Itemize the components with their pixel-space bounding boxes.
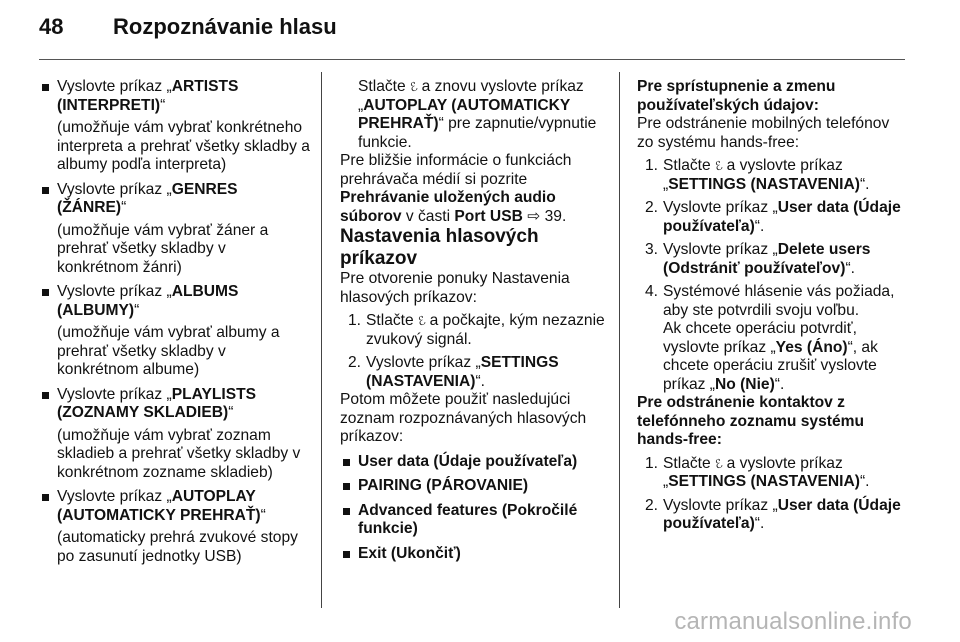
text: “. bbox=[754, 515, 765, 532]
column-divider-1 bbox=[321, 72, 322, 608]
page-ref: 39. bbox=[544, 207, 567, 225]
text: “. bbox=[845, 259, 855, 277]
list-item bbox=[39, 386, 311, 483]
step-number: 3. bbox=[645, 241, 659, 258]
item-text: “ bbox=[260, 506, 266, 524]
intro-text: Pre otvorenie ponuky Nastavenia hlasových príkazov: bbox=[340, 270, 570, 306]
item-text: Vyslovte príkaz „ bbox=[57, 385, 172, 403]
page-header bbox=[39, 14, 337, 40]
numbered-step bbox=[637, 283, 907, 320]
item-description: (umožňuje vám vybrať žáner a prehrať všetky skladby v konkrétnom žánri) bbox=[57, 221, 269, 276]
voice-command: Exit (Ukončiť) bbox=[358, 544, 461, 562]
list-item bbox=[39, 488, 311, 566]
list-item bbox=[340, 477, 610, 496]
voice-command: SETTINGS (NASTAVENIA) bbox=[668, 473, 860, 490]
text: a vyslovte príkaz „ bbox=[663, 454, 843, 490]
step-number: 4. bbox=[645, 283, 659, 300]
text: Vyslovte príkaz „ bbox=[663, 199, 778, 216]
text: a vyslovte príkaz „ bbox=[663, 157, 843, 193]
then-text: Potom môžete použiť nasledujúci zoznam rozpoznávaných hlasových príkazov: bbox=[340, 391, 587, 445]
subsection-heading: Pre sprístupnenie a zmenu používateľských údajov: bbox=[637, 78, 836, 114]
voice-command: User data (Údaje používateľa) bbox=[358, 452, 578, 470]
numbered-step bbox=[340, 312, 610, 349]
text: Stlačte bbox=[358, 78, 406, 95]
item-text: “ bbox=[134, 301, 140, 319]
text: a počkajte, kým nezaznie zvukový signál. bbox=[366, 312, 605, 348]
list-item bbox=[340, 453, 610, 472]
step-number: 1. bbox=[348, 312, 362, 329]
voice-command: User data (Údaje používateľa) bbox=[663, 496, 901, 532]
text: “. bbox=[754, 217, 765, 235]
page-title: Rozpoznávanie hlasu bbox=[113, 14, 337, 39]
list-item bbox=[39, 283, 311, 380]
page-reference-arrow-icon: ⇨ bbox=[527, 207, 541, 225]
step-number: 1. bbox=[645, 157, 659, 174]
item-text: Vyslovte príkaz „ bbox=[57, 488, 172, 505]
voice-command: PLAYLISTS (ZOZNAMY SKLADIEB) bbox=[57, 385, 257, 421]
info-paragraph bbox=[340, 152, 610, 226]
item-description: (umožňuje vám vybrať albumy a prehrať všetky skladby v konkrétnom albume) bbox=[57, 324, 280, 378]
voice-command: SETTINGS (NASTAVENIA) bbox=[668, 175, 860, 193]
header-divider bbox=[39, 59, 905, 60]
text: Vyslovte príkaz „ bbox=[663, 496, 778, 514]
column-1 bbox=[39, 78, 311, 566]
step-number: 2. bbox=[645, 496, 659, 514]
step-number: 2. bbox=[348, 354, 362, 371]
text: Stlačte bbox=[366, 312, 414, 329]
voice-command: AUTOPLAY (AUTOMATICKY PREHRAŤ) bbox=[57, 488, 261, 524]
paragraph: Pre odstránenie mobilných telefónov zo systému hands-free: bbox=[637, 115, 890, 151]
text: “ pre zapnutie/vypnutie funkcie. bbox=[358, 115, 597, 151]
voice-command: AUTOPLAY (AUTOMATICKY PREHRAŤ) bbox=[358, 96, 570, 132]
voice-command: Advanced features (Pokročilé funkcie) bbox=[358, 501, 578, 537]
text: “. bbox=[475, 372, 485, 390]
text: v časti bbox=[405, 207, 451, 225]
voice-command-icon: ℰ bbox=[712, 158, 725, 174]
list-item bbox=[39, 78, 311, 175]
item-text: Vyslovte príkaz „ bbox=[57, 78, 172, 95]
text: a znovu vyslovte príkaz „ bbox=[358, 78, 584, 114]
voice-command-icon: ℰ bbox=[415, 313, 428, 329]
voice-command: No (Nie) bbox=[715, 375, 775, 393]
numbered-step bbox=[637, 199, 907, 236]
numbered-step bbox=[637, 455, 907, 492]
voice-command: PAIRING (PÁROVANIE) bbox=[358, 477, 529, 494]
numbered-step bbox=[637, 157, 907, 194]
voice-command-icon: ℰ bbox=[712, 455, 725, 472]
numbered-step bbox=[637, 241, 907, 278]
section-link: Prehrávanie uložených audio súborov bbox=[340, 189, 556, 225]
subsection-heading: Pre odstránenie kontaktov z telefónneho zoznamu systému hands-free: bbox=[637, 394, 865, 448]
text: Pre bližšie informácie o funkciách prehrávača médií si pozrite bbox=[340, 152, 572, 188]
item-text: Vyslovte príkaz „ bbox=[57, 283, 172, 300]
text: “. bbox=[859, 473, 870, 490]
section-ref: Port USB bbox=[454, 207, 523, 225]
item-description: (automaticky prehrá zvukové stopy po zasunutí jednotky USB) bbox=[57, 529, 298, 565]
column-divider-2 bbox=[619, 72, 620, 608]
text: Stlačte bbox=[663, 157, 711, 174]
item-description: (umožňuje vám vybrať konkrétneho interpreta a prehrať všetky skladby a albumy podľa interpreta) bbox=[57, 119, 310, 173]
text: Vyslovte príkaz „ bbox=[366, 354, 481, 371]
numbered-step bbox=[637, 497, 907, 534]
text: “. bbox=[774, 375, 785, 393]
text: Systémové hlásenie vás požiada, aby ste potvrdili svoju voľbu. bbox=[663, 283, 895, 319]
voice-command: User data (Údaje používateľa) bbox=[663, 199, 901, 235]
text: “, ak chcete operáciu zrušiť vyslovte príkaz „ bbox=[663, 338, 878, 393]
continuation-text bbox=[340, 78, 610, 152]
item-text: “ bbox=[121, 199, 127, 216]
text: Vyslovte príkaz „ bbox=[663, 241, 778, 258]
voice-command: SETTINGS (NASTAVENIA) bbox=[366, 354, 559, 390]
list-item bbox=[340, 502, 610, 539]
list-item bbox=[39, 181, 311, 278]
step-number: 1. bbox=[645, 454, 659, 472]
voice-command: ARTISTS (INTERPRETI) bbox=[57, 78, 239, 114]
voice-command: Delete users (Odstrániť používateľov) bbox=[663, 241, 871, 277]
voice-command: Yes (Áno) bbox=[775, 338, 848, 356]
page-number: 48 bbox=[39, 14, 64, 39]
voice-command-icon: ℰ bbox=[407, 79, 420, 95]
numbered-step bbox=[340, 354, 610, 391]
column-3 bbox=[637, 78, 907, 534]
text: Ak chcete operáciu potvrdiť, vyslovte príkaz „ bbox=[663, 320, 857, 356]
voice-command: GENRES (ŽÁNRE) bbox=[57, 180, 238, 216]
voice-command: ALBUMS (ALBUMY) bbox=[57, 283, 239, 319]
item-text: “ bbox=[228, 404, 234, 421]
item-text: Vyslovte príkaz „ bbox=[57, 180, 172, 198]
item-text: “ bbox=[160, 96, 166, 114]
section-heading: Nastavenia hlasových príkazov bbox=[340, 226, 539, 269]
list-item bbox=[340, 545, 610, 564]
step-number: 2. bbox=[645, 199, 659, 216]
confirm-paragraph bbox=[637, 320, 907, 394]
column-2 bbox=[340, 78, 610, 563]
text: Stlačte bbox=[663, 454, 711, 472]
text: “. bbox=[859, 175, 870, 193]
item-description: (umožňuje vám vybrať zoznam skladieb a prehrať všetky skladby v konkrétnom zozname skladieb) bbox=[57, 426, 301, 481]
watermark: carmanualsonline.info bbox=[674, 608, 912, 635]
